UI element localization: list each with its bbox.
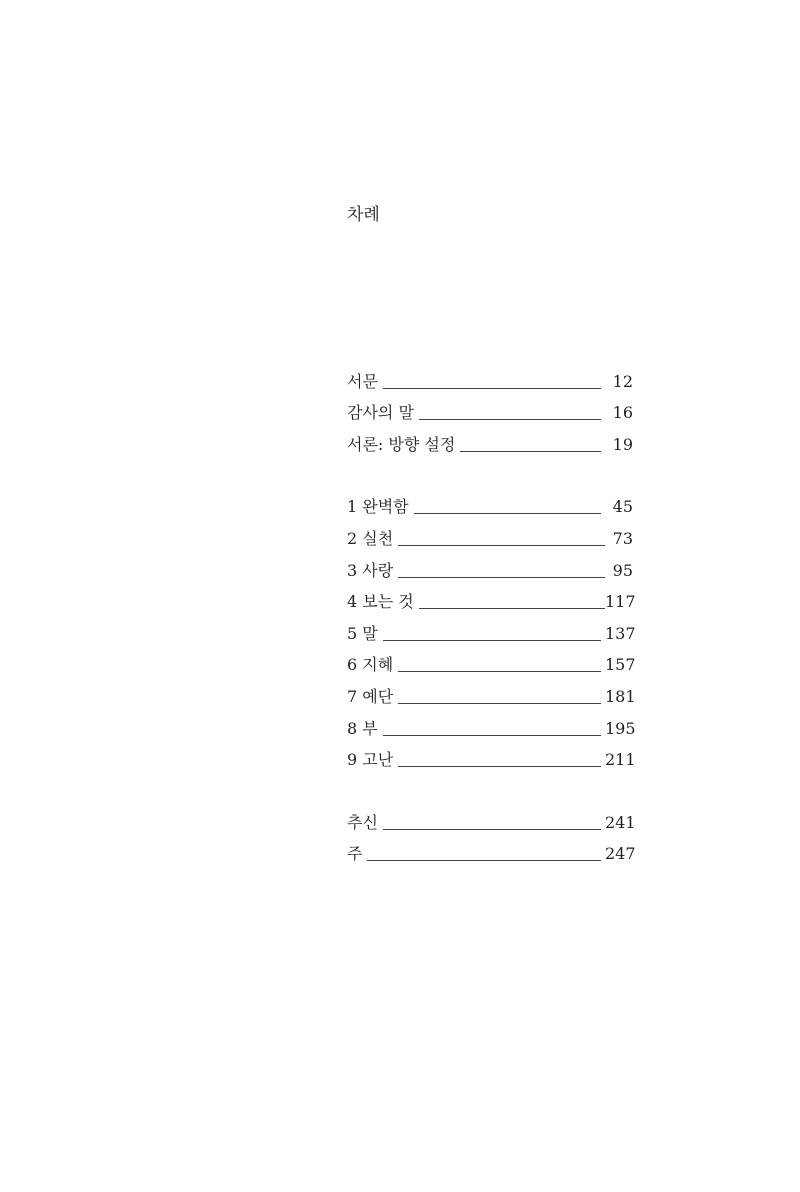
toc-page-number: 157 bbox=[605, 655, 636, 675]
toc-title: 차례 bbox=[347, 205, 380, 225]
leader-line bbox=[383, 387, 601, 389]
toc-entry-chapter-9 bbox=[347, 739, 636, 771]
toc-page-number: 211 bbox=[605, 750, 636, 770]
toc-page-number: 117 bbox=[605, 592, 636, 612]
toc-page-number: 19 bbox=[612, 434, 633, 454]
toc-page-number: 241 bbox=[605, 812, 636, 832]
toc-entry-chapter-6 bbox=[347, 644, 636, 676]
toc-entry-label: 7 예단 bbox=[347, 686, 394, 706]
toc-entry-chapter-1 bbox=[347, 486, 633, 518]
toc-entry-label: 추신 bbox=[347, 812, 378, 832]
leader-line bbox=[383, 639, 601, 641]
toc-entry-label: 2 실천 bbox=[347, 528, 394, 548]
leader-line bbox=[419, 418, 601, 420]
toc-entry-label: 서론: 방향 설정 bbox=[347, 434, 456, 454]
toc-page-number: 181 bbox=[605, 686, 636, 706]
toc-page-number: 195 bbox=[605, 718, 636, 738]
toc-entry-label: 8 부 bbox=[347, 718, 378, 738]
toc-entry-label: 5 말 bbox=[347, 623, 378, 643]
toc-entry-postscript bbox=[347, 801, 636, 833]
leader-line bbox=[398, 702, 601, 704]
leader-line bbox=[398, 765, 601, 767]
toc-entry-chapter-7 bbox=[347, 675, 636, 707]
toc-entry-label: 6 지혜 bbox=[347, 655, 394, 675]
toc-entry-chapter-5 bbox=[347, 612, 636, 644]
toc-page-number: 137 bbox=[605, 623, 636, 643]
leader-line bbox=[460, 450, 601, 452]
toc-entry-chapter-4 bbox=[347, 581, 636, 613]
leader-line bbox=[398, 670, 601, 672]
toc-entry-label: 1 완벽함 bbox=[347, 497, 409, 517]
leader-line bbox=[398, 576, 605, 578]
toc-entry-label: 서문 bbox=[347, 371, 378, 391]
toc-entry-chapter-2 bbox=[347, 517, 633, 549]
leader-line bbox=[383, 734, 601, 736]
toc-entry-label: 3 사랑 bbox=[347, 560, 394, 580]
toc-entry-notes bbox=[347, 833, 636, 865]
leader-line bbox=[419, 607, 605, 609]
toc-page-number: 73 bbox=[612, 528, 633, 548]
toc-page-number: 12 bbox=[612, 371, 633, 391]
toc-page-number: 45 bbox=[612, 497, 633, 517]
toc-entry-label: 주 bbox=[347, 844, 363, 864]
leader-line bbox=[414, 512, 601, 514]
toc-page-number: 95 bbox=[612, 560, 633, 580]
toc-entry-preface bbox=[347, 360, 633, 392]
toc-entry-label: 4 보는 것 bbox=[347, 592, 414, 612]
leader-line bbox=[383, 828, 601, 830]
toc-entry-chapter-3 bbox=[347, 549, 633, 581]
toc-entry-acknowledgments bbox=[347, 392, 633, 424]
leader-line bbox=[398, 544, 605, 546]
toc-entry-introduction bbox=[347, 423, 633, 455]
toc-entry-label: 9 고난 bbox=[347, 750, 394, 770]
leader-line bbox=[367, 859, 601, 861]
toc-entry-label: 감사의 말 bbox=[347, 403, 414, 423]
toc-list bbox=[347, 360, 636, 864]
toc-entry-chapter-8 bbox=[347, 707, 636, 739]
toc-page-number: 16 bbox=[612, 403, 633, 423]
toc-page-number: 247 bbox=[605, 844, 636, 864]
